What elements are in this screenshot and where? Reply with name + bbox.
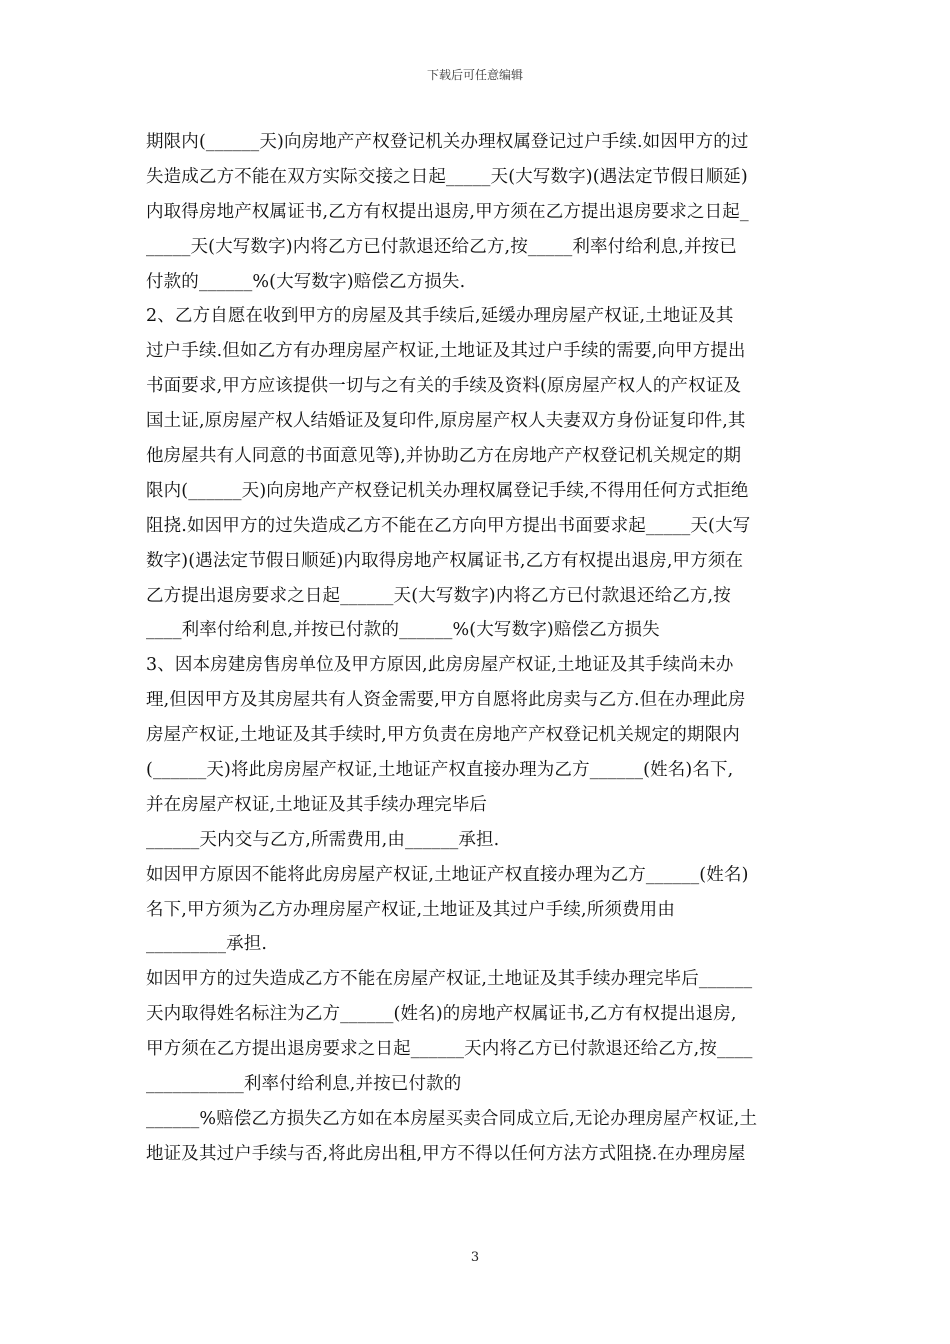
body-text-line: 失造成乙方不能在双方实际交接之日起_____天(大写数字)(遇法定节假日顺延) — [146, 166, 748, 187]
page-number: 3 — [470, 1250, 480, 1265]
body-text-line: 地证及其过户手续与否,将此房出租,甲方不得以任何方法方式阻挠.在办理房屋 — [146, 1143, 746, 1164]
body-text-line: 他房屋共有人同意的书面意见等),并协助乙方在房地产产权登记机关规定的期 — [146, 446, 742, 467]
body-text-line: 房屋产权证,土地证及其手续时,甲方负责在房地产产权登记机关规定的期限内 — [146, 725, 740, 746]
body-text-line: 限内(______天)向房地产产权登记机关办理权属登记手续,不得用任何方式拒绝 — [146, 480, 749, 501]
body-text-line: 如因甲方的过失造成乙方不能在房屋产权证,土地证及其手续办理完毕后______ — [146, 969, 753, 990]
body-text-line: 理,但因甲方及其房屋共有人资金需要,甲方自愿将此房卖与乙方.但在办理此房 — [146, 690, 746, 711]
body-text-line: ___________利率付给利息,并按已付款的 — [146, 1074, 462, 1095]
body-text-line: 付款的______%(大写数字)赔偿乙方损失. — [146, 271, 466, 292]
body-text-line: 名下,甲方须为乙方办理房屋产权证,土地证及其过户手续,所须费用由 — [146, 899, 675, 920]
body-text-line: 如因甲方原因不能将此房房屋产权证,土地证产权直接办理为乙方______(姓名) — [146, 864, 749, 885]
body-text-line: ____利率付给利息,并按已付款的______%(大写数字)赔偿乙方损失 — [146, 620, 660, 641]
body-text-line: 期限内(______天)向房地产产权登记机关办理权属登记过户手续.如因甲方的过 — [146, 132, 749, 152]
body-text-line: (______天)将此房房屋产权证,土地证产权直接办理为乙方______(姓名)名下, — [146, 760, 734, 781]
body-text-line: _____天(大写数字)内将乙方已付款退还给乙方,按_____利率付给利息,并按已 — [146, 236, 737, 257]
body-text-line: 甲方须在乙方提出退房要求之日起______天内将乙方已付款退还给乙方,按____ — [146, 1039, 753, 1060]
document-body — [146, 125, 808, 1172]
body-text-line: 内取得房地产权属证书,乙方有权提出退房,甲方须在乙方提出退房要求之日起_ — [146, 201, 749, 222]
body-text-line: ______%赔偿乙方损失乙方如在本房屋买卖合同成立后,无论办理房屋产权证,土 — [146, 1108, 758, 1129]
body-text-line: 国土证,原房屋产权人结婚证及复印件,原房屋产权人夫妻双方身份证复印件,其 — [146, 411, 746, 432]
body-text-line: _________承担. — [146, 934, 268, 955]
body-text-line: 过户手续.但如乙方有办理房屋产权证,土地证及其过户手续的需要,向甲方提出 — [146, 341, 746, 362]
body-text-line: 书面要求,甲方应该提供一切与之有关的手续及资料(原房屋产权人的产权证及 — [146, 376, 742, 397]
body-text-line: 天内取得姓名标注为乙方______(姓名)的房地产权属证书,乙方有权提出退房, — [146, 1004, 737, 1025]
body-text-line: 3、因本房建房售房单位及甲方原因,此房房屋产权证,土地证及其手续尚未办 — [146, 655, 734, 676]
body-text-line: 2、乙方自愿在收到甲方的房屋及其手续后,延缓办理房屋产权证,土地证及其 — [146, 306, 734, 327]
page-header: 下载后可任意编辑 — [426, 68, 523, 82]
body-text-line: ______天内交与乙方,所需费用,由______承担. — [146, 829, 500, 850]
body-text-line: 并在房屋产权证,土地证及其手续办理完毕后 — [146, 794, 488, 815]
body-text-line: 数字)(遇法定节假日顺延)内取得房地产权属证书,乙方有权提出退房,甲方须在 — [146, 550, 744, 571]
body-text-line: 阻挠.如因甲方的过失造成乙方不能在乙方向甲方提出书面要求起_____天(大写 — [146, 515, 751, 536]
body-text-line: 乙方提出退房要求之日起______天(大写数字)内将乙方已付款退还给乙方,按 — [146, 585, 731, 606]
